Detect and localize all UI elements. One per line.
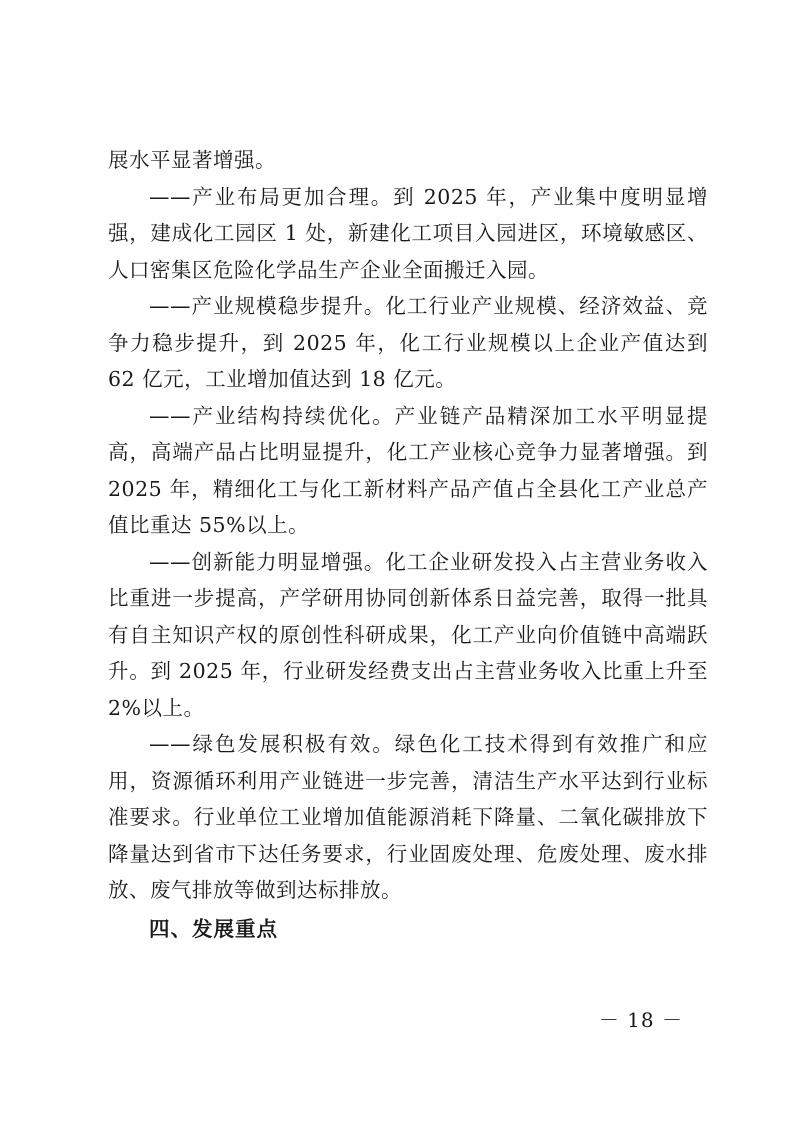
paragraph-lead: ——产业布局更加合理。 <box>149 184 394 209</box>
paragraph-text: 产业链产品精深加工水平明显提高，高端产品占比明显提升，化工产业核心竞争力显著增强。到 2025 年，精细化工与化工新材料产品产值占全县化工产业总产值比重达 55%以上。 <box>108 403 709 537</box>
paragraph-industrial-structure <box>108 398 708 544</box>
page-number: － 18 － <box>598 1008 683 1032</box>
document-body <box>108 142 708 947</box>
paragraph-lead: ——创新能力明显增强。 <box>149 549 386 574</box>
paragraph-text: 展水平显著增强。 <box>108 148 276 172</box>
paragraph-industrial-scale <box>108 288 708 398</box>
paragraph-text: 化工行业产业规模、经济效益、竞争力稳步提升，到 2025 年，化工行业规模以上企业产值达到 62 亿元，工业增加值达到 18 亿元。 <box>108 294 709 391</box>
paragraph-text: 到 2025 年，产业集中度明显增强，建成化工园区 1 处，新建化工项目入园进区，环境敏感区、人口密集区危险化学品生产企业全面搬迁入园。 <box>108 184 709 282</box>
section-heading: 四、发展重点 <box>149 916 278 941</box>
paragraph-text: 绿色化工技术得到有效推广和应用，资源循环利用产业链进一步完善，清洁生产水平达到行业标准要求。行业单位工业增加值能源消耗下降量、二氧化碳排放下降量达到省市下达任务要求，行业固废处理、危废处理、废水排放、废气排放等做到达标排放。 <box>108 732 709 902</box>
paragraph-continuation <box>108 142 708 179</box>
paragraph-innovation <box>108 544 708 727</box>
paragraph-green-development <box>108 726 708 909</box>
paragraph-lead: ——绿色发展积极有效。 <box>149 732 395 756</box>
paragraph-industrial-layout <box>108 179 708 289</box>
paragraph-lead: ——产业规模稳步提升。 <box>149 294 386 318</box>
paragraph-lead: ——产业结构持续优化。 <box>149 403 395 428</box>
paragraph-text: 化工企业研发投入占主营业务收入比重进一步提高，产学研用协同创新体系日益完善，取得一批具有自主知识产权的原创性科研成果，化工产业向价值链中高端跃升。到 2025 年，行业研发经费支出占主营业务收入比重上升至 2%以上。 <box>108 549 709 720</box>
